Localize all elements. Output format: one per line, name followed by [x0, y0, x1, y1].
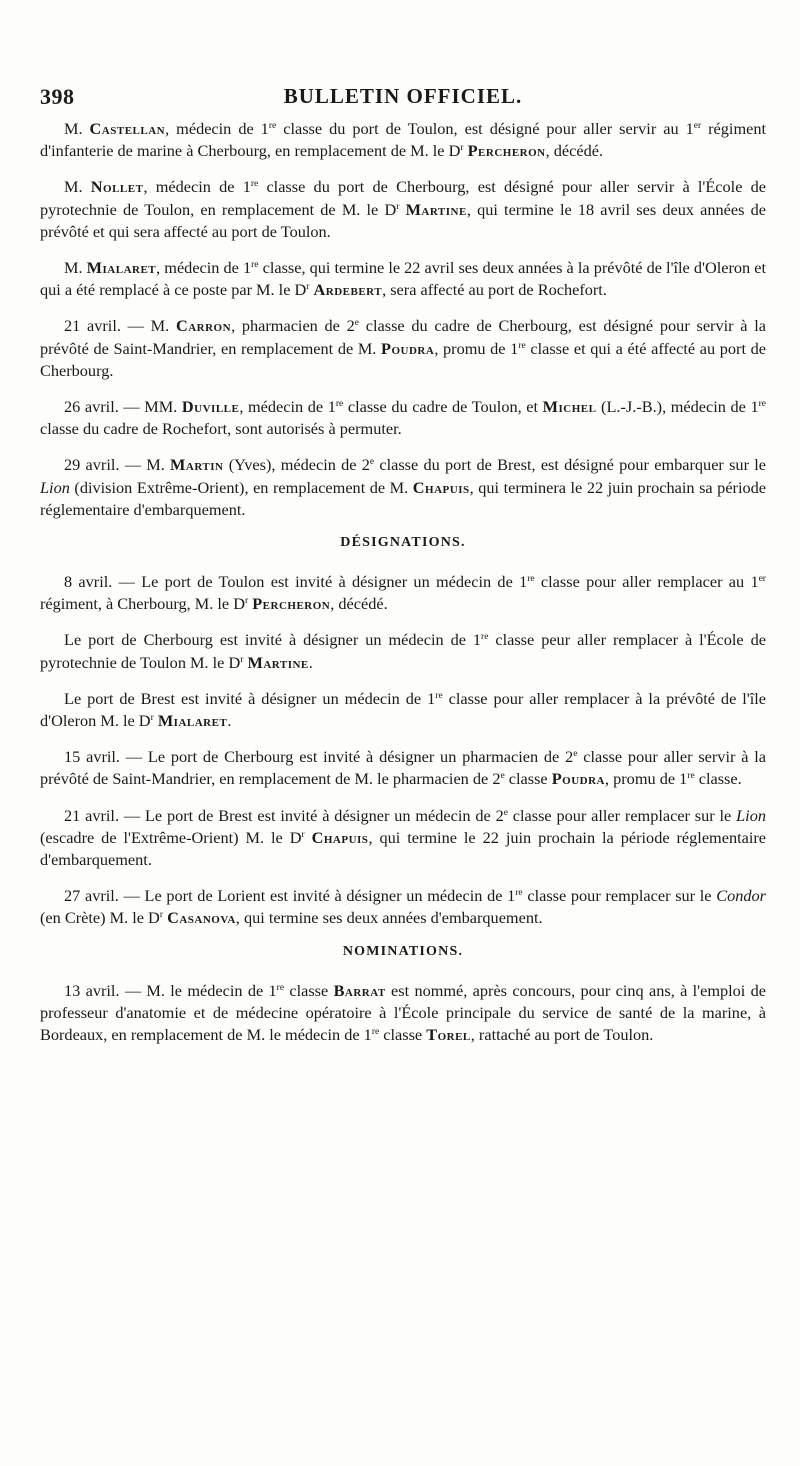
text-run: classe, qui termine le 22 avril ses deux années à la prévôté de l'île d'Oleron et qui a été remplacé à ce poste par M. le D [40, 258, 766, 300]
text-run: (division Extrême-Orient), en remplacement de M. [69, 477, 413, 497]
paragraph [40, 176, 766, 243]
text-run: . [308, 652, 313, 672]
text-run: 15 avril. — Le port de Cherbourg est invité à désigner un pharmacien de 2 [64, 747, 574, 767]
person-name: Ardebert [313, 280, 383, 300]
superscript: r [150, 713, 154, 724]
person-name: Martine [247, 652, 309, 672]
text-run: , médecin de 1 [143, 177, 251, 197]
person-name: Mialaret [157, 711, 228, 731]
paragraph [40, 315, 766, 382]
text-run: 29 avril. — M. [64, 455, 171, 475]
superscript: r [460, 143, 464, 154]
text-run: 27 avril. — Le port de Lorient est invité à désigner un médecin de 1 [64, 886, 516, 906]
text-run: , décédé. [545, 141, 604, 161]
text-run: (en Crète) M. le D [40, 908, 160, 928]
person-name: Percheron [467, 141, 546, 161]
paragraph [40, 688, 766, 732]
paragraph [40, 571, 766, 615]
text-run: Le port de Brest est invité à désigner un médecin de 1 [64, 688, 436, 708]
text-run: 13 avril. — M. le médecin de 1 [64, 980, 277, 1000]
person-name: Chapuis [412, 477, 470, 497]
superscript: r [244, 596, 249, 607]
text-run: classe du port de Cherbourg, est désigné pour aller servir à l'École de pyrotechnie de Toulon, en remplacement de M. le D [40, 177, 767, 219]
text-run: régiment d'infanterie de marine à Cherbourg, en remplacement de M. le D [40, 119, 767, 161]
superscript: e [573, 749, 578, 760]
person-name: Castellan [89, 119, 166, 138]
superscript: r [306, 282, 310, 293]
superscript: er [693, 121, 702, 131]
paragraph [40, 980, 766, 1047]
section-heading-nominations: NOMINATIONS. [342, 943, 464, 959]
person-name: Carron [175, 316, 232, 336]
text-run: classe [379, 1025, 427, 1045]
text-run: , qui termine le 18 avril ses deux années de prévôté et qui sera affecté au port de Toulon. [40, 199, 767, 241]
text-run: 21 avril. — Le port de Brest est invité à désigner un médecin de 2 [64, 805, 504, 825]
text-run: classe pour remplacer sur le [522, 886, 717, 906]
text-run: M. [64, 177, 91, 197]
text-run: , sera affecté au port de Rochefort. [382, 280, 607, 300]
text-run: régiment, à Cherbourg, M. le D [40, 594, 245, 614]
superscript: e [369, 457, 375, 468]
superscript: e [503, 807, 508, 818]
superscript: re [251, 260, 259, 271]
text-run: 21 avril. — M. [64, 316, 176, 336]
superscript: e [500, 771, 505, 782]
paragraph [40, 257, 766, 301]
paragraph [40, 454, 766, 521]
superscript: er [758, 574, 766, 585]
text-run: , promu de 1 [434, 338, 519, 358]
text-run: . [227, 711, 232, 731]
text-run: 26 avril. — MM. [64, 397, 182, 417]
person-name: Poudra [381, 338, 435, 358]
superscript: re [276, 982, 285, 993]
superscript: re [515, 888, 523, 899]
superscript: r [396, 201, 400, 212]
paragraph [40, 746, 766, 790]
paragraph [40, 629, 766, 673]
text-run: , décédé. [330, 594, 388, 614]
paragraph [40, 805, 766, 872]
person-name: Casanova [167, 908, 236, 928]
superscript: r [159, 910, 163, 921]
ship-name: Lion [736, 805, 766, 825]
entries-designations [40, 571, 766, 930]
superscript: re [335, 399, 344, 410]
superscript: r [240, 654, 244, 665]
text-run: est nommé, après concours, pour cinq ans, à l'emploi de professeur d'anatomie et de médecine opératoire à l'École principale du service de santé de la marine, à Bordeaux, en remplacement de M. le médecin de 1 [40, 980, 767, 1045]
superscript: re [527, 574, 535, 585]
person-name: Martine [405, 199, 467, 219]
text-run: classe pour aller servir à la prévôté de Saint-Mandrier, en remplacement de M. le pharmacien de 2 [40, 747, 766, 789]
person-name: Chapuis [311, 827, 369, 847]
text-run: classe pour aller remplacer sur le [507, 805, 737, 825]
person-name: Duville [181, 397, 240, 417]
text-run: , qui termine le 22 juin prochain la période réglementaire d'embarquement. [40, 827, 767, 870]
person-name: Percheron [252, 594, 331, 614]
text-run: (L.-J.-B.), médecin de 1 [596, 397, 759, 417]
paragraph [40, 118, 766, 162]
superscript: re [481, 632, 489, 643]
text-run: classe du cadre de Rochefort, sont autorisés à permuter. [40, 419, 402, 439]
superscript: r [301, 829, 305, 840]
text-run: classe pour aller remplacer à la prévôté de l'île d'Oleron M. le D [40, 688, 767, 731]
text-run: 8 avril. — Le port de Toulon est invité à désigner un médecin de 1 [64, 572, 528, 592]
text-run: , qui terminera le 22 juin prochain sa période réglementaire d'embarquement. [40, 477, 767, 519]
person-name: Nollet [90, 177, 144, 197]
paragraph [40, 396, 766, 440]
text-run: Le port de Cherbourg est invité à désigner un médecin de 1 [64, 630, 482, 650]
text-run: classe [504, 769, 552, 789]
superscript: re [268, 121, 277, 131]
text-run: classe du port de Brest, est désigné pour embarquer sur le [374, 455, 766, 475]
text-run: (escadre de l'Extrême-Orient) M. le D [40, 827, 302, 847]
superscript: re [435, 690, 443, 701]
person-name: Poudra [551, 769, 605, 789]
text-run: , médecin de 1 [165, 119, 269, 138]
person-name: Barrat [333, 980, 386, 1000]
ship-name: Lion [40, 477, 70, 497]
person-name: Mialaret [86, 258, 157, 278]
text-run: classe. [694, 769, 742, 789]
entries-nominations [40, 980, 766, 1047]
text-run: classe du port de Toulon, est désigné pour aller servir au 1 [276, 119, 694, 138]
text-run: classe [284, 980, 334, 1000]
text-run: classe du cadre de Toulon, et [343, 397, 543, 417]
text-run: , promu de 1 [604, 769, 688, 789]
entries-top [40, 118, 766, 521]
text-run: , rattaché au port de Toulon. [470, 1025, 654, 1045]
superscript: re [371, 1027, 380, 1038]
paragraph [40, 885, 766, 929]
text-run: , pharmacien de 2 [231, 316, 355, 336]
superscript: re [687, 771, 695, 782]
text-run: classe peur aller remplacer à l'École de pyrotechnie de Toulon M. le D [40, 630, 766, 672]
section-heading-designations: DÉSIGNATIONS. [340, 535, 466, 551]
text-run: , médecin de 1 [239, 397, 336, 417]
text-run: (Yves), médecin de 2 [223, 455, 370, 475]
person-name: Torel [426, 1025, 471, 1045]
text-run: , qui termine ses deux années d'embarquement. [235, 908, 543, 928]
superscript: re [250, 179, 259, 190]
text-run: , médecin de 1 [156, 258, 252, 278]
text-run [305, 828, 312, 847]
page-number: 398 [40, 84, 75, 109]
superscript: e [354, 318, 360, 329]
page-header [40, 84, 766, 118]
text-run: M. [64, 258, 87, 278]
text-run: classe et qui a été affecté au port de Cherbourg. [40, 338, 766, 380]
ship-name: Condor [716, 886, 766, 906]
running-title: BULLETIN OFFICIEL. [283, 84, 523, 108]
superscript: re [518, 340, 526, 351]
text-run: classe pour aller remplacer au 1 [534, 572, 759, 592]
text-run: classe du cadre de Cherbourg, est désigné pour servir à la prévôté de Saint-Mandrier, en remplacement de M. [40, 316, 766, 358]
person-name: Martin [170, 455, 224, 475]
superscript: re [758, 399, 767, 410]
person-name: Michel [542, 397, 597, 417]
text-run: M. [64, 119, 90, 138]
